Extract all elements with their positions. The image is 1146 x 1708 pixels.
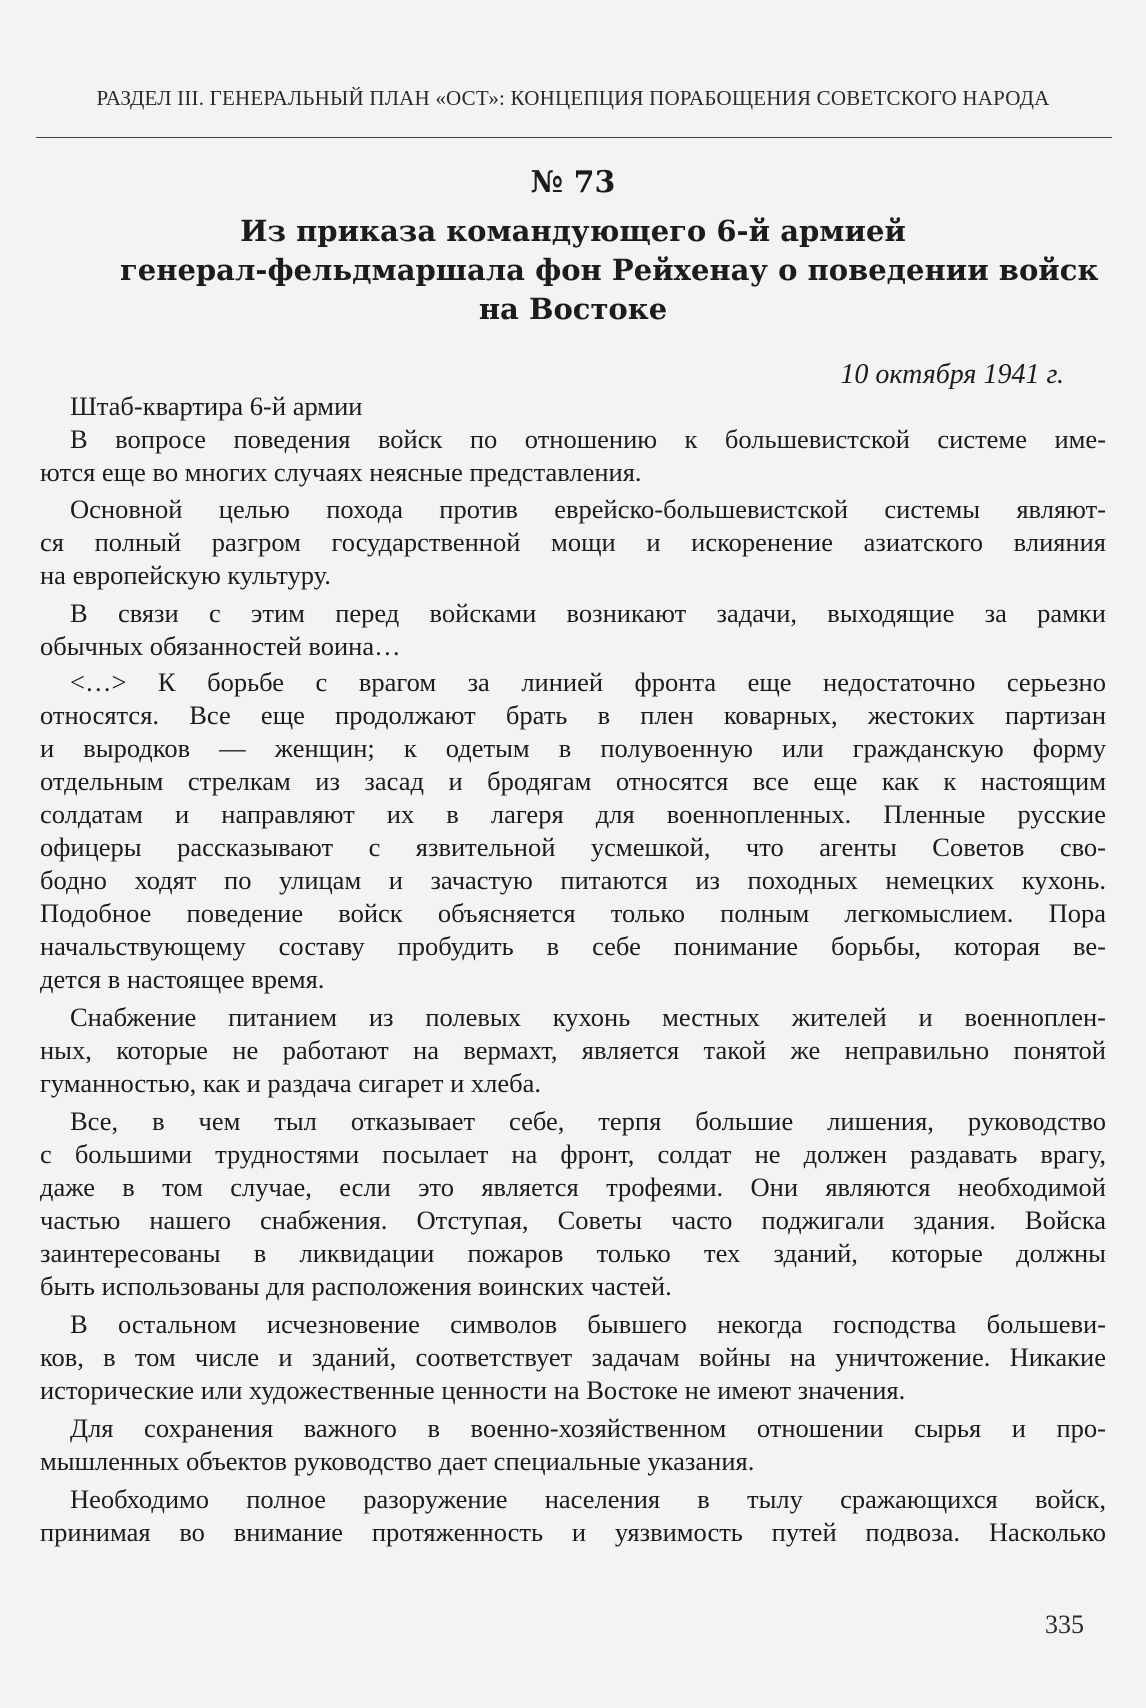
text-line: заинтересованы в ликвидации пожаров только тех зданий, которые должны (40, 1238, 1106, 1268)
text-line: гуманностью, как и раздача сигарет и хлеба. (40, 1068, 542, 1098)
title-line: Из приказа командующего 6-й армией (240, 214, 906, 248)
text-line: начальствующему составу пробудить в себе понимание борьбы, которая ве- (40, 931, 1106, 961)
text-line: исторические или художественные ценности на Востоке не имеют значения. (40, 1375, 906, 1405)
document-date: 10 октября 1941 г. (840, 359, 1064, 390)
text-line: Необходимо полное разоружение населения в тылу сражающихся войск, (70, 1484, 1106, 1514)
text-line: Снабжение питанием из полевых кухонь местных жителей и военноплен- (70, 1002, 1106, 1032)
text-line: солдатам и направляют их в лагеря для военнопленных. Пленные русские (40, 799, 1106, 829)
text-line: Подобное поведение войск объясняется только полным легкомыслием. Пора (40, 898, 1106, 928)
text-line: ных, которые не работают на вермахт, является такой же неправильно понятой (40, 1035, 1106, 1065)
header-rule (36, 137, 1112, 138)
text-line: и выродков — женщин; к одетым в полувоенную или гражданскую форму (40, 733, 1106, 763)
text-line: Основной целью похода против еврейско-большевистской системы являют- (70, 494, 1106, 524)
text-line: принимая во внимание протяженность и уязвимость путей подвоза. Насколько (40, 1517, 1106, 1547)
text-line: ся полный разгром государственной мощи и искоренение азиатского влияния (40, 527, 1106, 557)
text-line: мышленных объектов руководство дает специальные указания. (40, 1446, 755, 1476)
text-line: В вопросе поведения войск по отношению к большевистской системе име- (70, 424, 1106, 454)
page-number: 335 (1045, 1610, 1084, 1639)
document-number: № 73 (530, 165, 616, 200)
text-line: дется в настоящее время. (40, 964, 325, 994)
text-line: <…> К борьбе с врагом за линией фронта еще недостаточно серьезно (70, 667, 1106, 697)
text-line: В связи с этим перед войсками возникают задачи, выходящие за рамки (70, 598, 1106, 628)
text-line: ются еще во многих случаях неясные представления. (40, 457, 642, 487)
text-line: Штаб-квартира 6-й армии (70, 391, 363, 421)
text-line: частью нашего снабжения. Отступая, Советы часто поджигали здания. Войска (40, 1205, 1106, 1235)
text-line: с большими трудностями посылает на фронт, солдат не должен раздавать врагу, (40, 1139, 1106, 1169)
running-head: РАЗДЕЛ III. ГЕНЕРАЛЬНЫЙ ПЛАН «ОСТ»: КОНЦЕПЦИЯ ПОРАБОЩЕНИЯ СОВЕТСКОГО НАРОДА (96, 86, 1050, 110)
text-line: на европейскую культуру. (40, 560, 331, 590)
text-line: отдельным стрелкам из засад и бродягам относятся все еще как к настоящим (40, 766, 1106, 796)
document-title (120, 212, 1099, 329)
title-line: на Востоке (478, 292, 668, 326)
text-line: быть использованы для расположения воинских частей. (40, 1271, 672, 1301)
text-line: обычных обязанностей воина… (40, 631, 401, 661)
text-line: ков, в том числе и зданий, соответствует задачам войны на уничтожение. Никакие (40, 1342, 1106, 1372)
text-line: Для сохранения важного в военно-хозяйственном отношении сырья и про- (70, 1413, 1106, 1443)
text-line: Все, в чем тыл отказывает себе, терпя большие лишения, руководство (70, 1106, 1106, 1136)
title-line: генерал-фельдмаршала фон Рейхенау о поведении войск (120, 253, 1099, 287)
text-line: бодно ходят по улицам и зачастую питаются из походных немецких кухонь. (40, 865, 1106, 895)
text-line: относятся. Все еще продолжают брать в плен коварных, жестоких партизан (40, 700, 1106, 730)
text-line: даже в том случае, если это является трофеями. Они являются необходимой (40, 1172, 1106, 1202)
text-line: В остальном исчезновение символов бывшего некогда господства большеви- (70, 1309, 1106, 1339)
text-line: офицеры рассказывают с язвительной усмешкой, что агенты Советов сво- (40, 832, 1106, 862)
